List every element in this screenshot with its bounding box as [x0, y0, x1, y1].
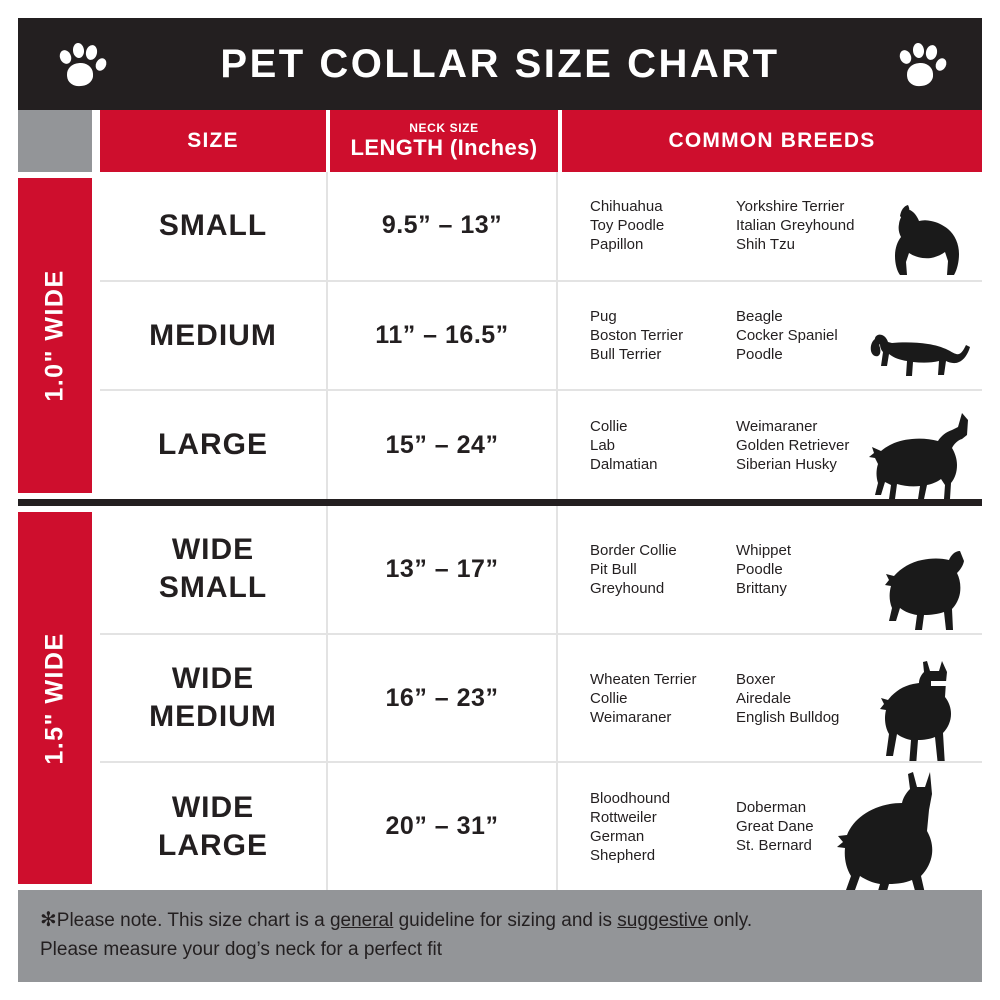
row-length: 16” – 23” [326, 635, 556, 762]
table-row [100, 391, 982, 499]
footer-line-2: Please measure your dog’s neck for a perfect fit [40, 939, 443, 960]
group-label-1-0-wide [18, 178, 92, 493]
breed-column-left [590, 307, 708, 364]
breed-column-right [736, 417, 886, 474]
breed-item: Bull Terrier [590, 346, 662, 363]
row-size-line1: WIDE [171, 662, 255, 695]
row-breeds [556, 506, 982, 633]
breed-column-left [590, 197, 708, 254]
breed-item: Brittany [736, 579, 787, 597]
column-header-breeds: COMMON BREEDS [562, 110, 982, 172]
breed-item: Papillon [590, 236, 644, 254]
footer-text-a: Please note. This size chart is a [56, 910, 330, 931]
breed-item: Bloodhound [590, 789, 671, 807]
header-gap [92, 110, 100, 172]
pomeranian-silhouette [886, 202, 976, 280]
breed-item: St. Bernard [736, 837, 812, 855]
paw-print-icon [52, 36, 108, 92]
row-length: 9.5” – 13” [326, 172, 556, 280]
table-row [100, 763, 982, 890]
pitbull-silhouette [876, 659, 976, 761]
breed-column-left [590, 541, 708, 598]
bulldog-silhouette [876, 547, 976, 633]
row-length: 15” – 24” [326, 391, 556, 499]
row-size-line2: LARGE [158, 828, 268, 862]
breed-item: English Bulldog [736, 708, 840, 726]
breed-item: Dalmatian [590, 455, 658, 473]
column-header-length-sub: NECK SIZE [409, 120, 479, 135]
column-header-row [18, 110, 982, 172]
column-header-length [330, 110, 558, 172]
row-length: 13” – 17” [326, 506, 556, 633]
breed-item: Doberman [736, 799, 807, 817]
table-row [100, 506, 982, 635]
footer-note [18, 890, 982, 982]
breed-column-left [590, 670, 708, 727]
group-label-1-5-wide [18, 512, 92, 884]
footer-underline-suggestive: suggestive [617, 910, 709, 931]
breed-item: Chihuahua [590, 198, 663, 216]
pet-collar-size-chart [18, 18, 982, 982]
row-breeds [556, 172, 982, 280]
row-size: LARGE [158, 428, 268, 462]
breed-column-right [736, 541, 886, 598]
breed-column-left [590, 789, 708, 865]
footer-text-b: guideline for sizing and is [393, 910, 618, 931]
group-label-text: 1.5" WIDE [40, 631, 69, 765]
row-length: 11” – 16.5” [326, 282, 556, 390]
row-breeds [556, 635, 982, 762]
breed-item: Boston Terrier [590, 327, 684, 344]
group-rows [92, 506, 982, 890]
breed-item: Yorkshire Terrier [736, 198, 845, 216]
row-length: 20” – 31” [326, 763, 556, 890]
breed-item: Toy Poodle [590, 217, 665, 235]
chart-title: PET COLLAR SIZE CHART [220, 41, 780, 86]
breed-item: Greyhound [590, 579, 665, 597]
row-size [100, 506, 326, 633]
breed-item: Pit Bull [590, 560, 637, 578]
paw-print-icon [892, 36, 948, 92]
breed-item: Poodle [736, 560, 783, 578]
breed-item: Poodle [736, 346, 783, 363]
breed-item: Siberian Husky [736, 455, 837, 473]
breed-item: Rottweiler [590, 808, 657, 826]
corner-cell [18, 110, 92, 172]
breed-column-right [736, 798, 886, 855]
breed-column-left [590, 417, 708, 474]
column-header-size: SIZE [100, 110, 326, 172]
group-label-text: 1.0" WIDE [40, 269, 69, 402]
breed-column-right [736, 307, 886, 364]
row-size: SMALL [158, 208, 268, 242]
breed-item: Cocker Spaniel [736, 327, 838, 344]
breed-item: Pug [590, 308, 617, 325]
footer-line-1 [40, 906, 960, 935]
breed-item: German Shepherd [590, 827, 656, 864]
breed-column-right [736, 197, 886, 254]
row-breeds [556, 282, 982, 390]
breed-item: Weimaraner [736, 417, 818, 435]
breed-item: Boxer [736, 670, 776, 688]
row-breeds [556, 391, 982, 499]
breed-item: Golden Retriever [736, 436, 850, 454]
breed-item: Airedale [736, 689, 792, 707]
breed-item: Border Collie [590, 541, 677, 559]
breed-item: Beagle [736, 308, 783, 325]
breed-item: Lab [590, 436, 616, 454]
table-row [100, 635, 982, 764]
chart-header [18, 18, 982, 110]
footer-underline-general: general [329, 910, 394, 931]
breed-column-right [736, 670, 886, 727]
breed-item: Great Dane [736, 818, 814, 836]
breed-item: Collie [590, 417, 628, 435]
row-size-line1: WIDE [171, 533, 255, 567]
row-size [100, 763, 326, 890]
chart-body [18, 172, 982, 890]
footer-text-c: only. [708, 910, 753, 931]
row-size [100, 635, 326, 762]
group-1-5-wide [18, 499, 982, 890]
breed-item: Weimaraner [590, 708, 672, 726]
asterisk-icon: ✻ [40, 909, 57, 931]
breed-item: Whippet [736, 541, 792, 559]
row-size-line2: SMALL [158, 571, 268, 605]
table-row [100, 172, 982, 282]
row-size-line1: WIDE [171, 790, 255, 824]
breed-item: Shih Tzu [736, 236, 795, 254]
row-breeds [556, 763, 982, 890]
column-header-length-main: LENGTH (Inches) [350, 134, 538, 160]
row-size: MEDIUM [149, 318, 277, 352]
breed-item: Wheaten Terrier [590, 670, 697, 688]
breed-item: Collie [590, 689, 628, 707]
row-size-line2: MEDIUM [149, 700, 277, 733]
group-1-0-wide [18, 172, 982, 499]
table-row [100, 282, 982, 392]
breed-item: Italian Greyhound [736, 217, 855, 235]
group-rows [92, 172, 982, 499]
